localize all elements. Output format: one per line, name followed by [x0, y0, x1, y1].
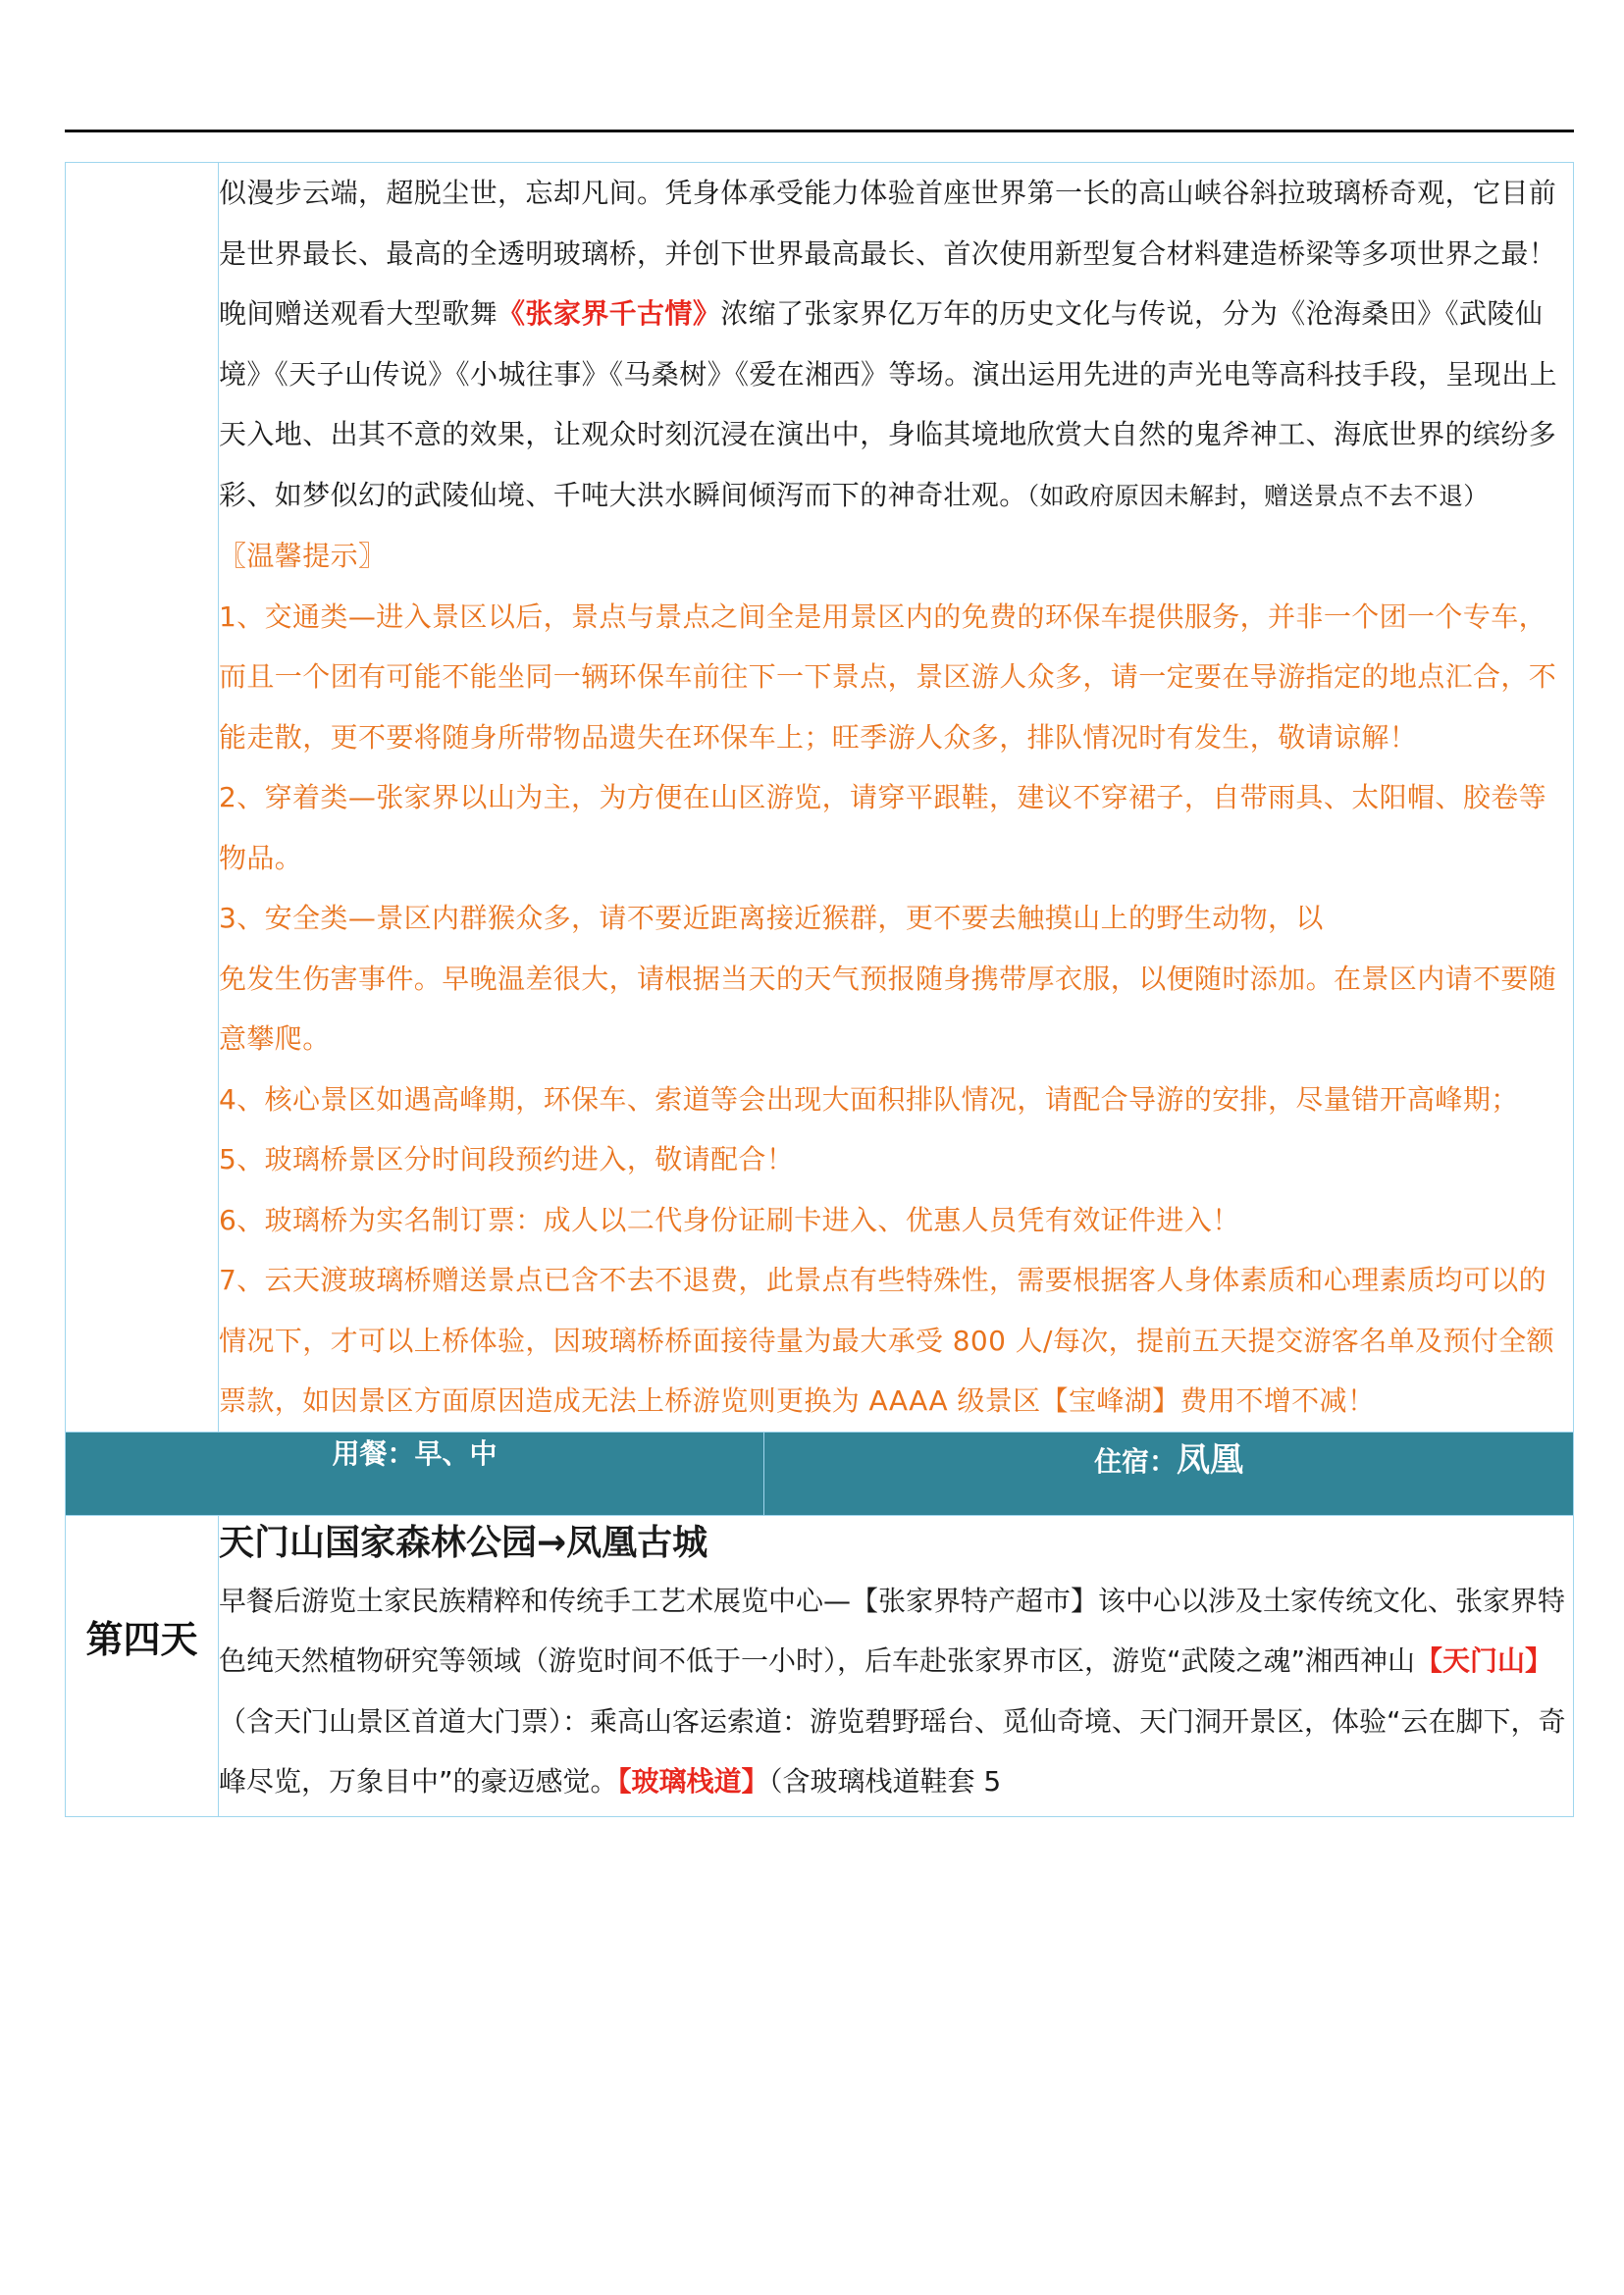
tip-item: 6、玻璃桥为实名制订票：成人以二代身份证刷卡进入、优惠人员凭有效证件进入！: [219, 1203, 1240, 1236]
tips-title: 〖温馨提示〗: [219, 540, 387, 572]
tip-item: 4、核心景区如遇高峰期，环保车、索道等会出现大面积排队情况，请配合导游的安排，尽量错开高峰期；: [219, 1082, 1519, 1116]
day4-text-end: （含玻璃栈道鞋套 5: [768, 1765, 1002, 1798]
day4-description: [219, 1515, 1574, 1816]
itinerary-table: [65, 162, 1574, 1817]
tip-item: 5、玻璃桥景区分时间段预约进入，敬请配合！: [219, 1143, 795, 1175]
day4-title: 天门山国家森林公园→凤凰古城: [219, 1522, 708, 1563]
day4-text: 早餐后游览土家民族精粹和传统手工艺术展览中心—【张家界特产超市】该中心以涉及土家传统文化、张家界特色纯天然植物研究等领域（游览时间不低于一小时），后车赴张家界市区，游览“武陵之魂”湘西神山: [219, 1584, 1566, 1677]
day4-row: [66, 1515, 1574, 1816]
tip-item: 2、穿着类—张家界以山为主，为方便在山区游览，请穿平跟鞋，建议不穿裙子，自带雨具、太阳帽、胶卷等物品。: [219, 781, 1547, 874]
day4-text-cont: （含天门山景区首道大门票）：乘高山客运索道：游览碧野瑶台、觅仙奇境、天门洞开景区，体验“云在脚下，奇峰尽览，万象目中”的豪迈感觉。: [219, 1704, 1566, 1798]
day3-description: [219, 163, 1574, 1433]
meal-value: 早、中: [414, 1436, 498, 1470]
day3-paragraph: [219, 163, 1573, 526]
day4-paragraph: [219, 1571, 1573, 1812]
show-name-highlight: 《张家界千古情》: [498, 297, 721, 330]
meal-lodging-band: [66, 1432, 1574, 1515]
lodging-cell: [764, 1432, 1574, 1515]
lodging-label: 住宿：: [1093, 1444, 1177, 1478]
tip-item: 3、安全类—景区内群猴众多，请不要近距离接近猴群，更不要去触摸山上的野生动物，以: [219, 902, 1324, 934]
day3-continuation-row: [66, 163, 1574, 1433]
meal-cell: [66, 1432, 764, 1515]
tip-item: 免发生伤害事件。早晚温差很大，请根据当天的天气预报随身携带厚衣服，以便随时添加。在景区内请不要随意攀爬。: [219, 962, 1557, 1055]
tip-item: 1、交通类—进入景区以后，景点与景点之间全是用景区内的免费的环保车提供服务，并非一个团一个专车，而且一个团有可能不能坐同一辆环保车前往下一下景点，景区游人众多，请一定要在导游指定的地点汇合，不能走散，更不要将随身所带物品遗失在环保车上；旺季游人众多，排队情况时有发生，敬请谅解！: [219, 600, 1557, 754]
tianmen-highlight: 【天门山】: [1415, 1644, 1553, 1677]
day3-text: 似漫步云端，超脱尘世，忘却凡间。凭身体承受能力体验首座世界第一长的高山峡谷斜拉玻璃桥奇观，它目前是世界最长、最高的全透明玻璃桥，并创下世界最高最长、首次使用新型复合材料建造桥梁等多项世界之最！晚间赠送观看大型歌舞: [219, 177, 1557, 330]
day4-label: 第四天: [66, 1515, 219, 1816]
meal-label: 用餐：: [332, 1436, 415, 1470]
glass-walkway-highlight: 【玻璃栈道】: [617, 1765, 769, 1798]
lodging-value: 凤凰: [1177, 1439, 1243, 1480]
day3-note: （如政府原因未解封，赠送景点不去不退）: [1026, 481, 1489, 510]
tip-item: 7、云天渡玻璃桥赠送景点已含不去不退费，此景点有些特殊性，需要根据客人身体素质和心理素质均可以的情况下，才可以上桥体验，因玻璃桥桥面接待量为最大承受 800 人/每次，提前五天提交游客名单及预付全额票款，如因景区方面原因造成无法上桥游览则更换为 AAAA 级景区【宝峰湖】费用不增不减！: [219, 1264, 1555, 1417]
header-rule: [65, 130, 1574, 132]
tips-section: [219, 526, 1573, 1432]
day3-text-cont: 浓缩了张家界亿万年的历史文化与传说，分为《沧海桑田》《武陵仙境》《天子山传说》《小城往事》《马桑树》《爱在湘西》等场。演出运用先进的声光电等高科技手段，呈现出上天入地、出其不意的效果，让观众时刻沉浸在演出中，身临其境地欣赏大自然的鬼斧神工、海底世界的缤纷多彩、如梦似幻的武陵仙境、千吨大洪水瞬间倾泻而下的神奇壮观。: [219, 297, 1558, 511]
day-label-empty: [66, 163, 219, 1433]
